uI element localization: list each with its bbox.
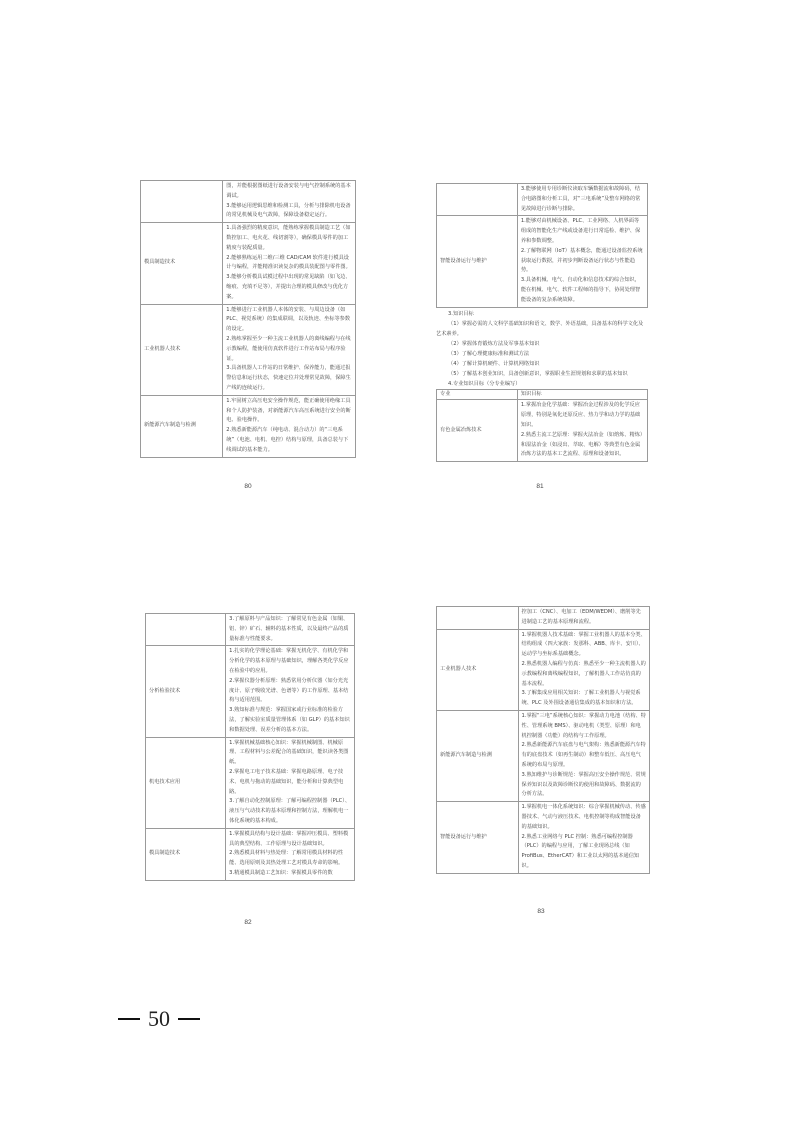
major-cell: 新能源汽车制造与检测 <box>141 395 223 457</box>
major-cell <box>437 607 519 630</box>
goal-cell: 3.能够使用专用诊断仪读取车辆数据流和故障码，结合电路图和分析工具，对“三电系统”及整车网络的常见故障进行诊断与排除。 <box>517 184 647 216</box>
goal-cell: 1.扎实的化学理论基础：掌握无机化学、有机化学和分析化学的基本原理与基础知识，理解各类化学反应在检验中的应用。 2.掌握仪器分析原理：熟悉常用分析仪器（如分光光度计、原子吸收光谱、色谱等）的工作原理、基本结构与适用范围。 3.熟知标准与规范：掌握国家或行业标准的检验方法，了解实验室质量管理体系（如 GLP）的基本知识和数据处理、误差分析的基本方法。 <box>226 646 355 737</box>
major-cell <box>146 614 226 646</box>
table-row <box>437 184 648 216</box>
header-major: 专业 <box>437 389 518 400</box>
page-number: 83 <box>537 908 545 915</box>
footer-page-number <box>118 1006 200 1032</box>
major-cell: 有色金属冶炼技术 <box>437 400 518 462</box>
page-number-label: 50 <box>148 1006 170 1031</box>
table-row <box>437 629 650 710</box>
table-row <box>146 614 355 646</box>
knowledge-goals: 3.知识目标 （1）掌握必需的人文科学基础知识和语文、数学、外语基础，具备基本的科学文化及艺术素养。 （2）掌握体育锻炼方法及军事基本知识 （3）了解心理健康标准和测试方法 （4）了解计算机硬件、计算机网络知识 （5）了解基本创业知识，具备创新意识，掌握职业生涯规划和求职的基本知识 4.专业知识目标（分专业编写） <box>436 309 648 389</box>
table-header-row <box>437 389 648 400</box>
major-cell: 机电技术应用 <box>146 737 226 828</box>
table-row <box>437 802 650 874</box>
goal-cell: 1.掌握“三电”系统核心知识：掌握动力电池（结构、特性、管理系统 BMS）、驱动电机（类型、原理）和电机控制器（功能）的结构与工作原理。 2.熟悉新能源汽车底盘与电气架构：熟悉新能源汽车特有的底盘技术（如再生制动）和整车低压、高压电气系统的布局与原理。 3.熟知维护与诊断规范：掌握高压安全操作规范、常规保养知识以及故障诊断仪的使用和故障码、数据流的分析方法。 <box>518 710 649 801</box>
skills-table <box>436 606 650 874</box>
table-row <box>141 223 356 304</box>
section-heading: 3.知识目标 <box>448 310 474 317</box>
major-cell: 工业机器人技术 <box>141 304 223 395</box>
page-thumbnail-81 <box>436 183 648 462</box>
dash-right <box>178 1018 200 1020</box>
header-goal: 知识目标 <box>517 389 647 400</box>
table-row <box>146 828 355 880</box>
page-number: 80 <box>244 483 252 490</box>
skills-table <box>436 183 648 308</box>
page-number: 81 <box>536 483 544 490</box>
skills-table <box>140 180 356 458</box>
page-thumbnail-82 <box>145 613 355 881</box>
page-thumbnail-83 <box>436 606 650 874</box>
table-row <box>141 304 356 395</box>
goal-cell: 1.能够对由机械设备、PLC、工业网络、人机界面等组成的智能化生产线或设备进行日常巡检、维护、保养和参数调整。 2.了解物联网（IoT）基本概念，能通过设备监控系统获取运行数据，并初步判断设备运行状态与性能趋势。 3.具备机械、电气、自动化和信息技术的综合知识，能在机械、电气、软件工程师的指导下，协同处理智能设备的复杂系统故障。 <box>517 216 647 307</box>
goal-cell: 1.牢固树立高压电安全操作规范，能正确使用绝缘工具和个人防护装备，对新能源汽车高压系统进行安全的断电、验电操作。 2.熟悉新能源汽车（纯电动、混合动力）的“三电系统”（电池、电机、电控）结构与原理，具备总装与下线调试的基本能力。 <box>223 395 356 457</box>
goal-cell: 1.掌握模具结构与设计基础：掌握冲压模具、塑料模具的典型结构、工作原理与设计基础知识。 2.熟悉模具材料与热处理：了解常用模具材料的性能、选用原则及其热处理工艺对模具寿命的影响。 3.精通模具制造工艺知识：掌握模具零件的数 <box>226 828 355 880</box>
major-cell <box>141 181 223 223</box>
major-cell: 智能设备运行与维护 <box>437 802 519 874</box>
table-row <box>141 181 356 223</box>
goal-cell: 1.掌握机器人技术基础：掌握工业机器人的基本分类、结构组成（四大家族：发那科、ABB、库卡、安川）、运动学与坐标系基础概念。 2.熟悉机器人编程与仿真：熟悉至少一种主流机器人的示教编程和离线编程知识，了解机器人工作站仿真的基本流程。 3.了解集成应用相关知识：了解工业机器人与视觉系统、PLC 及外围设备通信集成的基本知识和方法。 <box>518 629 649 710</box>
goal-cell: 控加工（CNC）、电加工（EDM/WEDM）、磨削等先进制造工艺的基本原理和流程。 <box>518 607 649 630</box>
table-row <box>141 395 356 457</box>
goal-cell: 1.掌握机电一体化系统知识：综合掌握机械传动、传感器技术、气动与液压技术、电机控制等构成智能设备的基础知识。 2.熟悉工业网络与 PLC 控制：熟悉可编程控制器（PLC）的编程与应用，了解工业现场总线（如 ProfiBus、EtherCAT）和工业以太网的基本通信知识。 <box>518 802 649 874</box>
major-cell: 分析检验技术 <box>146 646 226 737</box>
table-row <box>146 737 355 828</box>
goal-cell: 1.具备强烈的精度意识，能熟练掌握模具制造工艺（如数控加工、电火花、线切割等），确保模具零件的加工精度与装配质量。 2.能够熟练运用二维/三维 CAD/CAM 软件进行模具设计与编程，并能精准识读复杂的模具装配图与零件图。 3.能够分析模具试模过程中出现的常见缺陷（如飞边、缩痕、充填不足等），并提出合理的模具修改与优化方案。 <box>223 223 356 304</box>
goal-cell: 图，并能根据图纸进行设备安装与电气控制系统的基本调试。 3.能够运用逻辑思维和检测工具，分析与排除机电设备的常见机械及电气故障，保障设备稳定运行。 <box>223 181 356 223</box>
major-cell: 模具制造技术 <box>141 223 223 304</box>
goal-cell: 1.掌握机械基础核心知识：掌握机械制图、机械原理、工程材料与公差配合的基础知识，能识读各类图纸。 2.掌握电工电子技术基础：掌握电路原理、电子技术、电机与拖动的基础知识，能分析和计算典型电路。 3.了解自动化控制原理：了解可编程控制器（PLC）、液压与气动技术的基本原理和控制方法，理解机电一体化系统的基本构成。 <box>226 737 355 828</box>
page-number: 82 <box>244 919 252 926</box>
page-thumbnail-80 <box>140 180 356 458</box>
goal-cell: 3.了解原料与产品知识：了解常见有色金属（如铜、铝、锌）矿石、辅料的基本性质，以及最终产品的质量标准与性能要求。 <box>226 614 355 646</box>
table-row <box>437 607 650 630</box>
table-row <box>437 710 650 801</box>
skills-table <box>145 613 355 881</box>
goal-cell: 1.掌握冶金化学基础：掌握冶金过程涉及的化学反应原理，特别是氧化还原反应、热力学和动力学的基础知识。 2.熟悉主流工艺原理：掌握火法冶金（如熔炼、精炼）和湿法冶金（如浸出、萃取、电解）等典型有色金属冶炼方法的基本工艺流程、原理和设备知识。 <box>517 400 647 462</box>
professional-knowledge-table <box>436 389 648 463</box>
dash-left <box>118 1018 140 1020</box>
major-cell <box>437 184 518 216</box>
table-row <box>437 216 648 307</box>
section-heading: 4.专业知识目标（分专业编写） <box>448 380 521 387</box>
table-row <box>146 646 355 737</box>
goal-cell: 1.能够进行工业机器人本体的安装、与周边设备（如 PLC、视觉系统）的集成联调，以及轨迹、坐标等参数的设定。 2.熟练掌握至少一种主流工业机器人的离线编程与在线示教编程，能使用仿真软件进行工作站布局与程序验证。 3.具备机器人工作站的日常维护、保养能力，能通过报警信息和运行状态，快速定位并处理常见故障，保障生产线的连续运行。 <box>223 304 356 395</box>
major-cell: 智能设备运行与维护 <box>437 216 518 307</box>
major-cell: 新能源汽车制造与检测 <box>437 710 519 801</box>
major-cell: 模具制造技术 <box>146 828 226 880</box>
major-cell: 工业机器人技术 <box>437 629 519 710</box>
table-row <box>437 400 648 462</box>
